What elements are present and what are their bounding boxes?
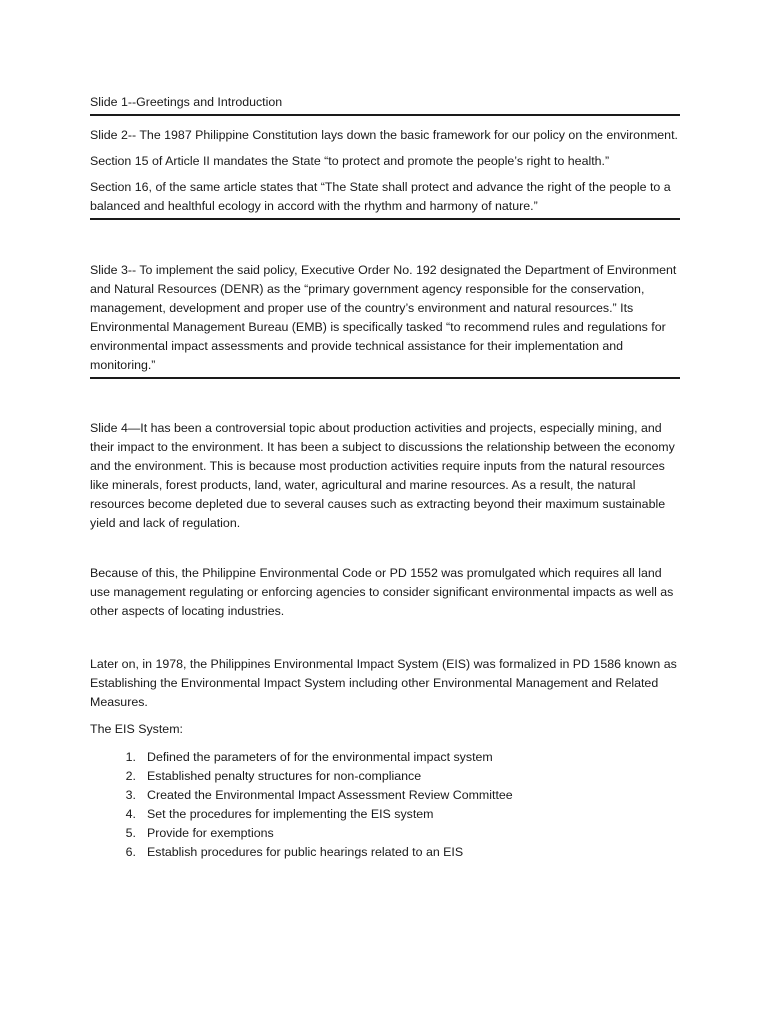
list-item [90, 767, 680, 786]
section-15-paragraph: Section 15 of Article II mandates the State “to protect and promote the people’s right to health.” [90, 154, 610, 168]
list-text: Set the procedures for implementing the EIS system [147, 807, 434, 821]
list-number: 3. [125, 788, 136, 802]
list-number: 2. [125, 769, 136, 783]
eis-heading: The EIS System: [90, 722, 183, 736]
list-number: 4. [125, 807, 136, 821]
slide-3-paragraph: Slide 3-- To implement the said policy, Executive Order No. 192 designated the Department of Environment and Natural Resources (DENR) as the “primary government agency responsible for the conservation, management, development and proper use of the country’s environment and natural resources.” Its Environmental Management Bureau (EMB) is specifically tasked “to recommend rules and regulations for environmental impact assessments and provide technical assistance for their implementation and monitoring.” [90, 261, 680, 379]
list-number: 1. [125, 750, 136, 764]
list-item [90, 748, 680, 767]
list-number: 5. [125, 826, 136, 840]
list-item [90, 805, 680, 824]
list-text: Provide for exemptions [147, 826, 274, 840]
list-text: Establish procedures for public hearings related to an EIS [147, 845, 464, 859]
list-text: Defined the parameters of for the environmental impact system [147, 750, 493, 764]
environmental-code-paragraph: Because of this, the Philippine Environmental Code or PD 1552 was promulgated which requires all land use management regulating or enforcing agencies to consider significant environmental impacts as well as other aspects of locating industries. [90, 566, 674, 618]
document-body [90, 93, 680, 862]
eis-formalized-paragraph: Later on, in 1978, the Philippines Environmental Impact System (EIS) was formalized in PD 1586 known as Establishing the Environmental Impact System including other Environmental Management and Related Measures. [90, 657, 677, 709]
list-item [90, 786, 680, 805]
list-number: 6. [125, 845, 136, 859]
section-16-paragraph: Section 16, of the same article states that “The State shall protect and advance the right of the people to a balanced and healthful ecology in accord with the rhythm and harmony of nature.” [90, 178, 680, 220]
slide-2-paragraph: Slide 2-- The 1987 Philippine Constitution lays down the basic framework for our policy on the environment. [90, 128, 678, 142]
list-item [90, 824, 680, 843]
list-text: Established penalty structures for non-compliance [147, 769, 422, 783]
list-text: Created the Environmental Impact Assessment Review Committee [147, 788, 513, 802]
list-item [90, 843, 680, 862]
slide-4-paragraph: Slide 4—It has been a controversial topic about production activities and projects, especially mining, and their impact to the environment. It has been a subject to discussions the relationship between the economy and the environment. This is because most production activities require inputs from the natural resources like minerals, forest products, land, water, agricultural and marine resources. As a result, the natural resources become depleted due to several causes such as extracting beyond their maximum sustainable yield and lack of regulation. [90, 421, 675, 530]
eis-list [90, 748, 680, 862]
slide-1-paragraph: Slide 1--Greetings and Introduction [90, 93, 680, 116]
